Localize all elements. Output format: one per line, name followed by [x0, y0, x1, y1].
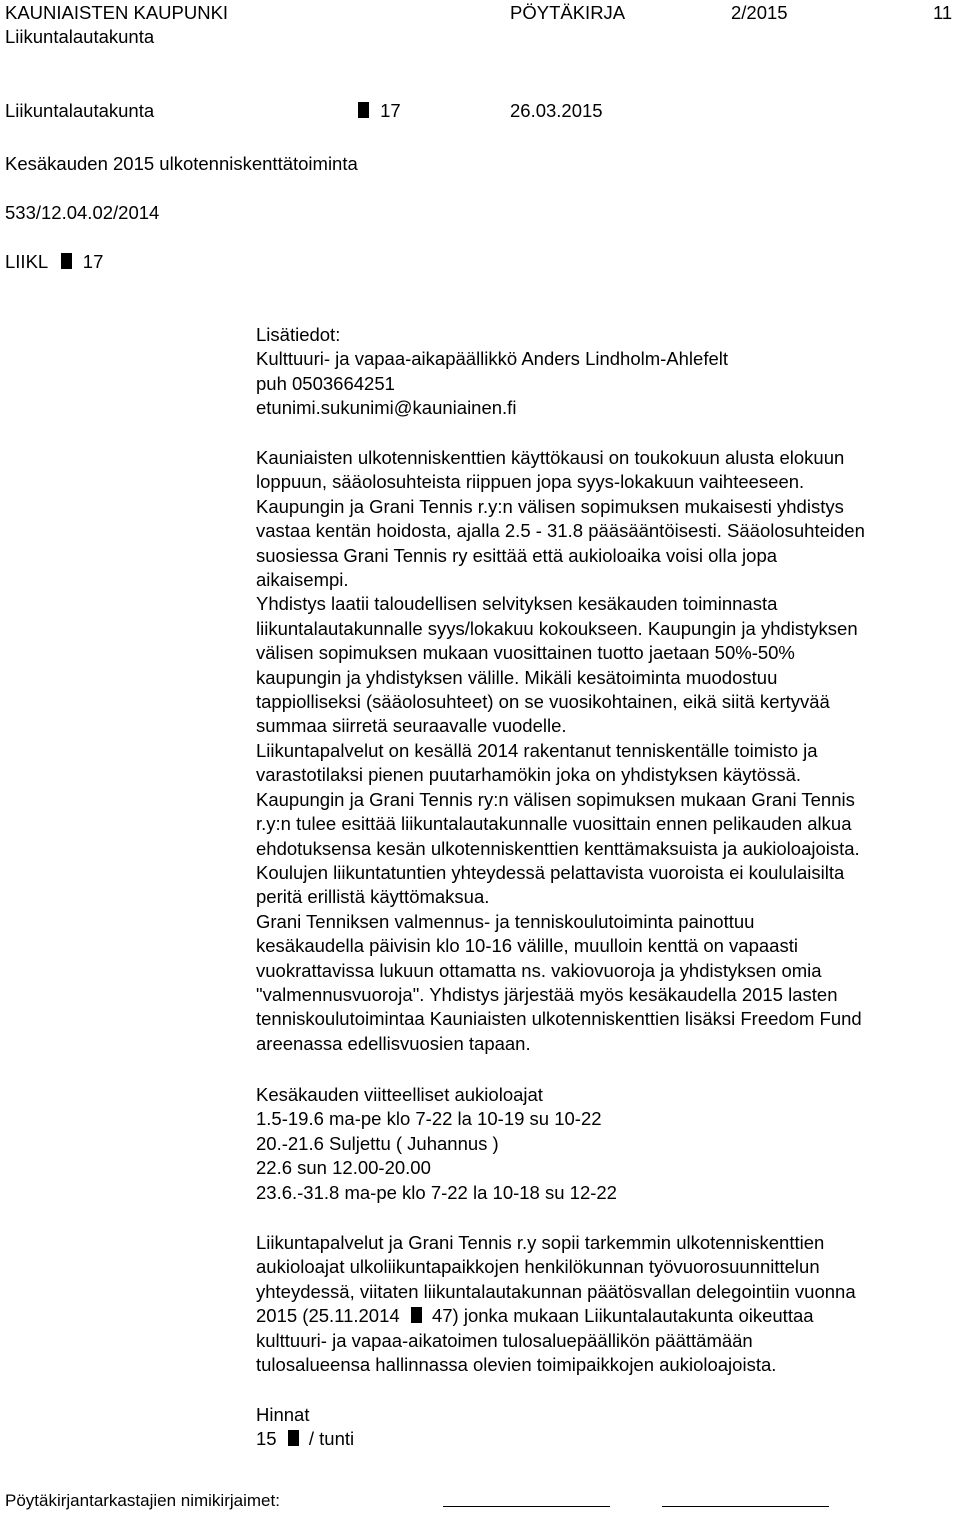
delegation-line: aukioloajat ulkoliikuntapaikkojen henkilökunnan työvuorosuunnittelun: [256, 1256, 820, 1278]
hours-line: 1.5-19.6 ma-pe klo 7-22 la 10-19 su 10-22: [256, 1108, 602, 1130]
delegation-line: yhteydessä, viitaten liikuntalautakunnan päätösvallan delegointiin vuonna: [256, 1280, 856, 1302]
contact-phone: puh 0503664251: [256, 372, 395, 394]
body-line: ehdotuksensa kesän ulkotenniskenttien kenttämaksuista ja aukioloajoista.: [256, 837, 860, 859]
body-text: [256, 446, 956, 1056]
header-org: KAUNIAISTEN KAUPUNKI: [5, 2, 229, 23]
contact-heading: Lisätiedot:: [256, 324, 341, 345]
section-sign-icon: [409, 1305, 424, 1325]
header-body: Liikuntalautakunta: [5, 26, 155, 47]
hours-heading: Kesäkauden viitteelliset aukioloajat: [256, 1084, 543, 1105]
item-title: Kesäkauden 2015 ulkotenniskenttätoiminta: [5, 153, 358, 174]
delegation-text: [256, 1231, 956, 1377]
section-sign-icon: [59, 251, 74, 271]
body-line: suosiessa Grani Tennis ry esittää että aukioloaika voisi olla jopa: [256, 544, 778, 566]
body-line: r.y:n tulee esittää liikuntalautakunnalle vuosittain ennen pelikauden alkua: [256, 813, 852, 835]
meeting-committee: Liikuntalautakunta: [5, 100, 155, 121]
header-doc-number: 2/2015: [731, 2, 788, 23]
hours-line: 22.6 sun 12.00-20.00: [256, 1157, 431, 1179]
delegation-line: kulttuuri- ja vapaa-aikatoimen tulosaluepäällikön päättämään: [256, 1329, 753, 1351]
body-line: liikuntalautakunnalle syys/lokakuu kokoukseen. Kaupungin ja yhdistyksen: [256, 617, 858, 639]
body-line: Kaupungin ja Grani Tennis ry:n välisen sopimuksen mukaan Grani Tennis: [256, 788, 855, 810]
body-line: peritä erillistä käyttömaksua.: [256, 886, 490, 908]
contact-email: etunimi.sukunimi@kauniainen.fi: [256, 397, 517, 419]
item-code: [5, 250, 103, 274]
body-line: aikaisempi.: [256, 569, 349, 591]
meeting-date: 26.03.2015: [510, 100, 603, 121]
euro-sign-icon: [286, 1428, 301, 1448]
body-line: tenniskoulutoimintaa Kauniaisten ulkotenniskenttien lisäksi Freedom Fund: [256, 1008, 862, 1030]
delegation-line: [256, 1304, 956, 1328]
delegation-line: tulosalueensa hallinnassa olevien toimipaikkojen aukioloajoista.: [256, 1354, 777, 1376]
body-line: loppuun, sääolosuhteista riippuen jopa syys-lokakuun vaihteeseen.: [256, 471, 805, 493]
prices-heading: Hinnat: [256, 1404, 310, 1425]
item-code-prefix: LIIKL: [5, 251, 48, 272]
body-line: areenassa edellisvuosien tapaan.: [256, 1032, 531, 1054]
body-line: tappiolliseksi (sääolosuhteet) on se vuosikohtainen, eikä siitä kertyvää: [256, 691, 830, 713]
body-line: Grani Tenniksen valmennus- ja tenniskoulutoiminta painottuu: [256, 910, 755, 932]
price-amount: 15: [256, 1428, 277, 1450]
body-line: Liikuntapalvelut on kesällä 2014 rakentanut tenniskentälle toimisto ja: [256, 739, 818, 761]
item-code-number: 17: [82, 251, 104, 272]
body-line: vuokrattavissa lukuun ottamatta ns. vakiovuoroja ja yhdistyksen omia: [256, 959, 822, 981]
body-line: summaa siirretä seuraavalle vuodelle.: [256, 715, 567, 737]
delegation-line4-after: 47) jonka mukaan Liikuntalautakunta oikeuttaa: [431, 1305, 814, 1327]
body-line: "valmennusvuoroja". Yhdistys järjestää myös kesäkaudella 2015 lasten: [256, 983, 838, 1005]
body-line: Kaupungin ja Grani Tennis r.y:n välisen sopimuksen mukaisesti yhdistys: [256, 495, 844, 517]
header-doc-type: PÖYTÄKIRJA: [510, 2, 626, 23]
hours-line: 20.-21.6 Suljettu ( Juhannus ): [256, 1132, 499, 1154]
hours-line: 23.6.-31.8 ma-pe klo 7-22 la 10-18 su 12-22: [256, 1181, 617, 1203]
delegation-line4-before: 2015 (25.11.2014: [256, 1305, 400, 1327]
meeting-section-number: 17: [380, 100, 401, 121]
record-number: 533/12.04.02/2014: [5, 202, 160, 223]
body-line: varastotilaksi pienen puutarhamökin joka on yhdistyksen käytössä.: [256, 764, 802, 786]
price-unit: / tunti: [308, 1428, 355, 1450]
body-line: Kauniaisten ulkotenniskenttien käyttökausi on toukokuun alusta elokuun: [256, 447, 845, 468]
signature-line-2: [662, 1506, 829, 1507]
body-line: Yhdistys laatii taloudellisen selvityksen kesäkauden toiminnasta: [256, 593, 778, 615]
body-line: vastaa kentän hoidosta, ajalla 2.5 - 31.8 pääsääntöisesti. Sääolosuhteiden: [256, 520, 865, 542]
contact-person: Kulttuuri- ja vapaa-aikapäällikkö Anders Lindholm-Ahlefelt: [256, 348, 729, 370]
price-line: [256, 1427, 956, 1451]
prices: [256, 1403, 956, 1452]
footer-label: Pöytäkirjantarkastajien nimikirjaimet:: [5, 1491, 280, 1510]
body-line: kesäkaudella päivisin klo 10-16 välille, muulloin kenttä on vapaasti: [256, 935, 798, 957]
delegation-line: Liikuntapalvelut ja Grani Tennis r.y sopii tarkemmin ulkotenniskenttien: [256, 1232, 825, 1253]
signature-line-1: [443, 1506, 610, 1507]
contact-block: [256, 323, 956, 421]
header-page-number: 11: [933, 2, 953, 23]
body-line: kaupungin ja yhdistyksen välille. Mikäli kesätoiminta muodostuu: [256, 666, 778, 688]
section-sign-icon: [356, 100, 371, 120]
body-line: Koulujen liikuntatuntien yhteydessä pelattavista vuoroista ei koululaisilta: [256, 861, 845, 883]
body-line: välisen sopimuksen mukaan vuosittainen tuotto jaetaan 50%-50%: [256, 642, 795, 664]
meeting-section: [356, 99, 401, 123]
opening-hours: [256, 1083, 956, 1205]
